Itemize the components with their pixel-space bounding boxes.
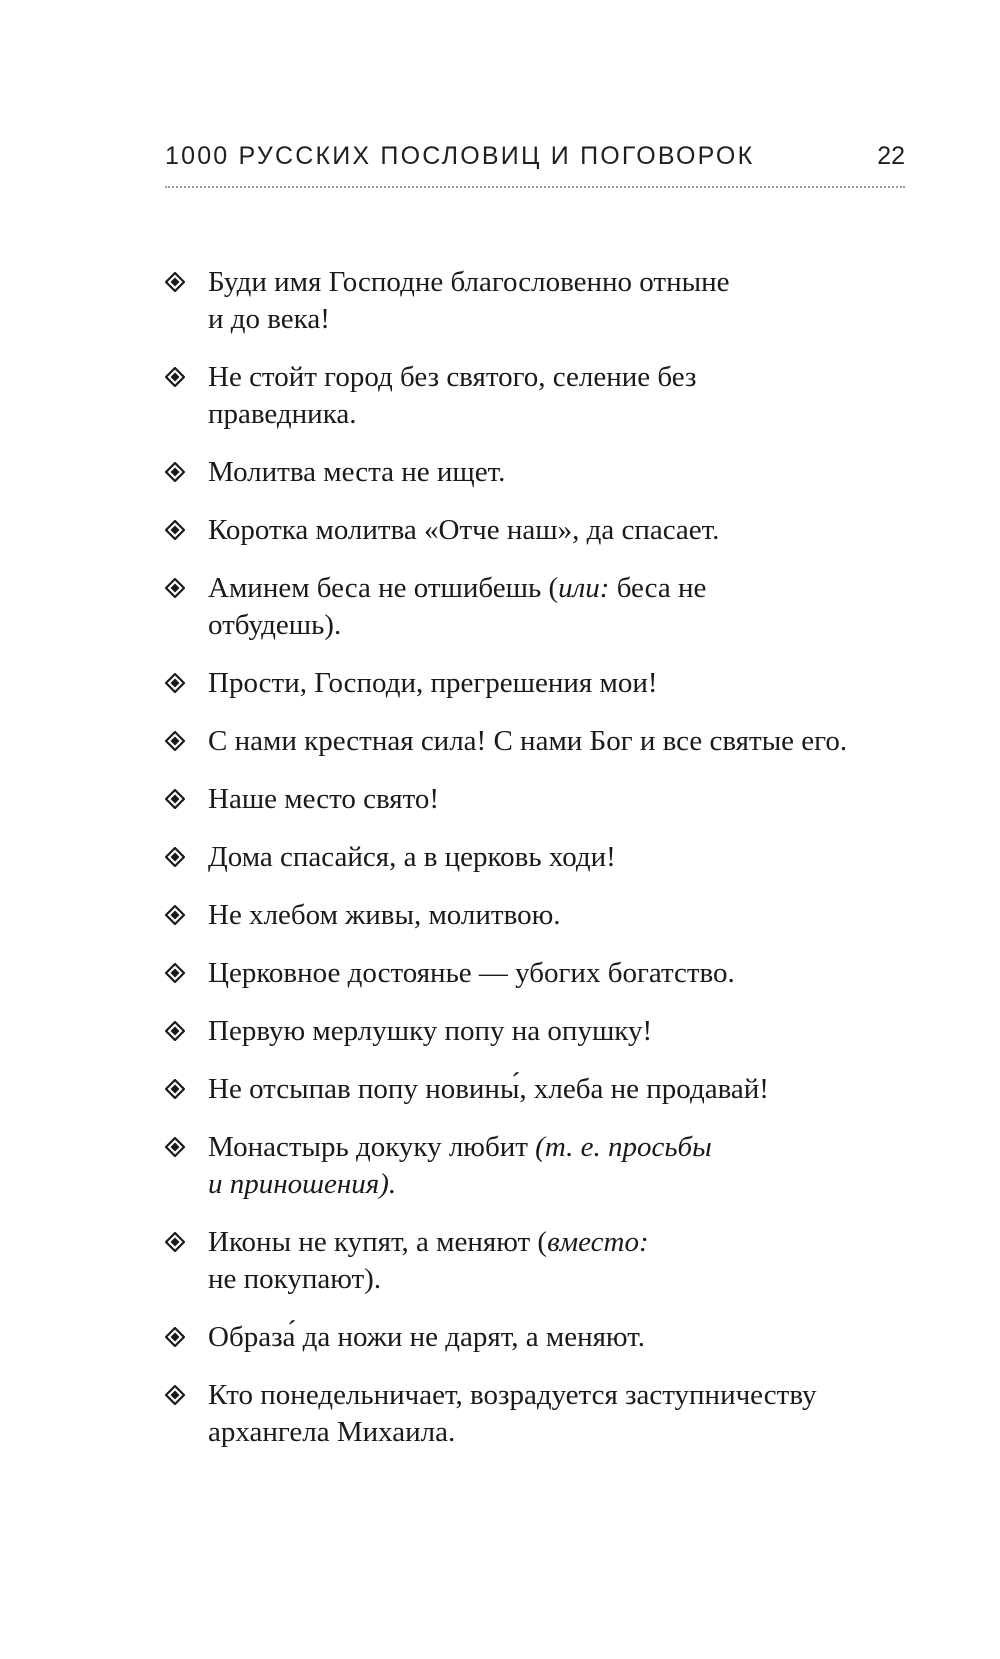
- proverb-text: С нами крестная сила! С нами Бог и все святые его.: [208, 725, 848, 757]
- diamond-bullet-icon: [165, 963, 185, 983]
- diamond-bullet-icon: [165, 1137, 185, 1157]
- proverb-item: [165, 1319, 925, 1356]
- proverb-item: [165, 723, 925, 760]
- proverb-text: Церковное достоянье — убогих богатство.: [208, 957, 735, 989]
- proverb-item: [165, 1377, 925, 1451]
- proverb-item: [165, 839, 925, 876]
- proverb-text: не покупают).: [208, 1263, 382, 1295]
- proverb-item: [165, 781, 925, 818]
- diamond-bullet-icon: [165, 520, 185, 540]
- page-number: 22: [877, 142, 905, 170]
- proverb-list: [165, 264, 925, 1472]
- proverb-item: [165, 454, 925, 491]
- running-head: [165, 142, 905, 182]
- proverb-item: [165, 1013, 925, 1050]
- diamond-bullet-icon: [165, 673, 185, 693]
- diamond-bullet-icon: [165, 847, 185, 867]
- proverb-italic-text: и приношения).: [208, 1168, 397, 1200]
- proverb-text: и до века!: [208, 303, 330, 335]
- proverb-text: Не стойт город без святого, селение без: [208, 361, 697, 393]
- proverb-text: Не хлебом живы, молитвою.: [208, 899, 561, 931]
- proverb-italic-text: вместо:: [547, 1226, 649, 1258]
- proverb-text: Буди имя Господне благословенно отныне: [208, 266, 730, 298]
- proverb-text: Первую мерлушку попу на опушку!: [208, 1015, 653, 1047]
- proverb-text: Дома спасайся, а в церковь ходи!: [208, 841, 616, 873]
- proverb-item: [165, 665, 925, 702]
- diamond-bullet-icon: [165, 789, 185, 809]
- proverb-text: архангела Михаила.: [208, 1416, 456, 1448]
- proverb-text: Не отсыпав попу новины́, хлеба не продавай!: [208, 1073, 769, 1105]
- proverb-item: [165, 1129, 925, 1203]
- proverb-text: Молитва места не ищет.: [208, 456, 506, 488]
- diamond-bullet-icon: [165, 1021, 185, 1041]
- diamond-bullet-icon: [165, 1385, 185, 1405]
- running-title: 1000 РУССКИХ ПОСЛОВИЦ И ПОГОВОРОК: [165, 142, 755, 170]
- diamond-bullet-icon: [165, 462, 185, 482]
- proverb-text: Наше место свято!: [208, 783, 440, 815]
- proverb-item: [165, 512, 925, 549]
- proverb-italic-text: (т. е. просьбы: [535, 1131, 712, 1163]
- diamond-bullet-icon: [165, 272, 185, 292]
- proverb-item: [165, 359, 925, 433]
- proverb-text: Аминем беса не отшибешь (: [208, 572, 559, 604]
- proverb-item: [165, 1071, 925, 1108]
- proverb-text: Кто понедельничает, возрадуется заступничеству: [208, 1379, 817, 1411]
- proverb-item: [165, 1224, 925, 1298]
- diamond-bullet-icon: [165, 367, 185, 387]
- proverb-text: Коротка молитва «Отче наш», да спасает.: [208, 514, 720, 546]
- diamond-bullet-icon: [165, 731, 185, 751]
- proverb-text: Иконы не купят, а меняют (: [208, 1226, 548, 1258]
- proverb-item: [165, 264, 925, 338]
- proverb-item: [165, 570, 925, 644]
- proverb-text: праведника.: [208, 398, 357, 430]
- proverb-text: Образа́ да ножи не дарят, а меняют.: [208, 1321, 645, 1353]
- proverb-text: Прости, Господи, прегрешения мои!: [208, 667, 658, 699]
- proverb-item: [165, 955, 925, 992]
- dotted-rule: [165, 186, 905, 188]
- diamond-bullet-icon: [165, 1327, 185, 1347]
- proverb-text: отбудешь).: [208, 609, 342, 641]
- proverb-text: Монастырь докуку любит: [208, 1131, 536, 1163]
- diamond-bullet-icon: [165, 905, 185, 925]
- diamond-bullet-icon: [165, 578, 185, 598]
- diamond-bullet-icon: [165, 1079, 185, 1099]
- diamond-bullet-icon: [165, 1232, 185, 1252]
- proverb-italic-text: или:: [558, 572, 610, 604]
- proverb-text: беса не: [609, 572, 707, 604]
- proverb-item: [165, 897, 925, 934]
